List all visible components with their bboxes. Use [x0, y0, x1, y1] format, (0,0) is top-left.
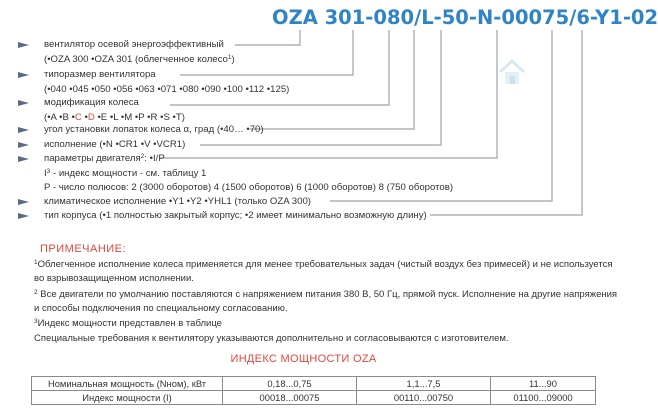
house-logo-icon	[497, 57, 527, 87]
note-1-line-1: $^1$Облегченное исполнение колеса применяется для менее требовательных задач (чистый воздух без примесей) и не используется	[34, 259, 613, 270]
note-special: Специальные требования к вентилятору указываются дополнительно и согласовываются с изготовителем.	[34, 333, 509, 344]
item-motor-index: $I^3$ - индекс мощности - см. таблицу 1	[44, 168, 207, 179]
item-fan: вентилятор осевой энергоэффективный	[44, 39, 224, 50]
item-motor: параметры двигателя$^2$: •I/P	[44, 153, 165, 164]
item-climate: климатическое исполнение •Y1 •Y2 •YHL1 (только OZA 300)	[44, 196, 311, 207]
item-angle: угол установки лопаток колеса α, град (•40… •70)	[44, 124, 264, 135]
bullet-arrow-icon	[18, 142, 29, 148]
table-row	[32, 391, 596, 405]
item-size-values: (•040 •045 •050 •056 •063 •071 •080 •090 •100 •112 •125)	[44, 84, 290, 95]
note-3: $^3$Индекс мощности представлен в таблице	[34, 318, 222, 329]
table-cell: 0,18...0,75	[223, 377, 357, 391]
note-2-line-2: и способы подключения по специальному согласованию.	[34, 303, 288, 314]
table-cell: Номинальная мощность (Nном), кВт	[32, 377, 223, 391]
bullet-arrow-icon	[18, 127, 29, 133]
note-2-line-1: $^2$ Все двигатели по умолчанию поставляются с напряжением питания 380 В, 50 Гц, прямой пуск. Исполнение на другие напряжения	[34, 289, 618, 300]
table-row	[32, 377, 596, 391]
power-table-title: ИНДЕКС МОЩНОСТИ OZA	[230, 353, 377, 365]
bullet-arrow-icon	[18, 100, 29, 106]
product-code-title: OZA 301-080/L-50-N-00075/6-Y1-02	[272, 6, 658, 29]
bullet-arrow-icon	[18, 199, 29, 205]
notes-title: ПРИМЕЧАНИЕ:	[40, 243, 127, 255]
table-cell: 00110...00750	[357, 391, 491, 405]
table-cell: 1,1...7,5	[357, 377, 491, 391]
item-mod: модификация колеса	[44, 97, 139, 108]
bullet-arrow-icon	[18, 213, 29, 219]
connector-size	[180, 30, 353, 75]
note-1-line-2: во взрывозащищенном исполнении.	[34, 273, 194, 284]
table-cell: Индекс мощности (I)	[32, 391, 223, 405]
bullet-arrow-icon	[18, 72, 29, 78]
table-cell: 00018...00075	[223, 391, 357, 405]
item-fan-variants: (•OZA 300 •OZA 301 (облегченное колесо$^1$)	[44, 54, 235, 65]
bullet-arrow-icon	[18, 156, 29, 162]
connector-fan	[235, 30, 300, 45]
bullet-arrow-icon	[18, 42, 29, 48]
table-cell: 01100...09000	[491, 391, 596, 405]
item-execution: исполнение (•N •CR1 •V •VCR1)	[44, 139, 186, 150]
item-mod-values: (•A •B •C •D •E •L •M •P •R •S •T)	[44, 112, 185, 123]
table-cell: 11...90	[491, 377, 596, 391]
item-housing: тип корпуса (•1 полностью закрытый корпус; •2 имеет минимально возможную длину)	[44, 210, 427, 221]
item-size: типоразмер вентилятора	[44, 69, 156, 80]
power-index-table	[31, 376, 596, 405]
item-motor-poles: P - число полюсов: 2 (3000 оборотов) 4 (1500 оборотов) 6 (1000 оборотов) 8 (750 оборотов)	[44, 182, 454, 193]
